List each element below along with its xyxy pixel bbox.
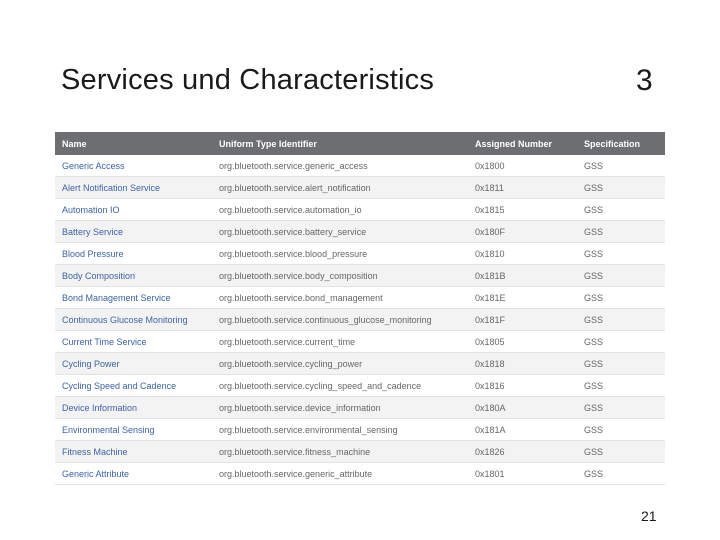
cell-name[interactable]: Device Information — [55, 397, 212, 419]
table-row — [55, 155, 665, 177]
cell-specification[interactable]: GSS — [577, 309, 665, 331]
table-row — [55, 353, 665, 375]
cell-specification[interactable]: GSS — [577, 441, 665, 463]
cell-assigned-number: 0x1816 — [468, 375, 577, 397]
cell-assigned-number: 0x181F — [468, 309, 577, 331]
cell-uti: org.bluetooth.service.alert_notification — [212, 177, 468, 199]
cell-specification[interactable]: GSS — [577, 397, 665, 419]
cell-uti: org.bluetooth.service.environmental_sensing — [212, 419, 468, 441]
header-name[interactable]: Name — [55, 132, 212, 155]
cell-name[interactable]: Battery Service — [55, 221, 212, 243]
cell-assigned-number: 0x1800 — [468, 155, 577, 177]
table-row — [55, 463, 665, 485]
cell-assigned-number: 0x181E — [468, 287, 577, 309]
header-specification[interactable]: Specification — [577, 132, 665, 155]
cell-name[interactable]: Current Time Service — [55, 331, 212, 353]
table-row — [55, 419, 665, 441]
table-row — [55, 397, 665, 419]
cell-assigned-number: 0x1805 — [468, 331, 577, 353]
cell-specification[interactable]: GSS — [577, 243, 665, 265]
table-row — [55, 265, 665, 287]
cell-uti: org.bluetooth.service.battery_service — [212, 221, 468, 243]
table-header-row — [55, 132, 665, 155]
header-assigned-number[interactable]: Assigned Number — [468, 132, 577, 155]
cell-uti: org.bluetooth.service.device_information — [212, 397, 468, 419]
table-row — [55, 199, 665, 221]
cell-assigned-number: 0x181A — [468, 419, 577, 441]
section-number: 3 — [636, 64, 653, 97]
cell-specification[interactable]: GSS — [577, 177, 665, 199]
cell-specification[interactable]: GSS — [577, 221, 665, 243]
table-row — [55, 287, 665, 309]
cell-uti: org.bluetooth.service.blood_pressure — [212, 243, 468, 265]
cell-uti: org.bluetooth.service.cycling_power — [212, 353, 468, 375]
cell-specification[interactable]: GSS — [577, 353, 665, 375]
table-row — [55, 375, 665, 397]
cell-name[interactable]: Continuous Glucose Monitoring — [55, 309, 212, 331]
cell-uti: org.bluetooth.service.body_composition — [212, 265, 468, 287]
cell-name[interactable]: Environmental Sensing — [55, 419, 212, 441]
cell-name[interactable]: Body Composition — [55, 265, 212, 287]
cell-assigned-number: 0x181B — [468, 265, 577, 287]
cell-specification[interactable]: GSS — [577, 265, 665, 287]
cell-assigned-number: 0x1811 — [468, 177, 577, 199]
page-number: 21 — [641, 508, 657, 524]
cell-assigned-number: 0x180F — [468, 221, 577, 243]
cell-name[interactable]: Fitness Machine — [55, 441, 212, 463]
cell-assigned-number: 0x1818 — [468, 353, 577, 375]
table-row — [55, 221, 665, 243]
cell-name[interactable]: Cycling Power — [55, 353, 212, 375]
cell-uti: org.bluetooth.service.generic_attribute — [212, 463, 468, 485]
cell-uti: org.bluetooth.service.current_time — [212, 331, 468, 353]
services-table — [55, 132, 665, 485]
table-row — [55, 177, 665, 199]
cell-name[interactable]: Cycling Speed and Cadence — [55, 375, 212, 397]
table-body — [55, 155, 665, 485]
table-row — [55, 331, 665, 353]
cell-specification[interactable]: GSS — [577, 419, 665, 441]
cell-specification[interactable]: GSS — [577, 155, 665, 177]
cell-assigned-number: 0x1826 — [468, 441, 577, 463]
cell-specification[interactable]: GSS — [577, 287, 665, 309]
header-uti[interactable]: Uniform Type Identifier — [212, 132, 468, 155]
cell-uti: org.bluetooth.service.cycling_speed_and_cadence — [212, 375, 468, 397]
table-row — [55, 243, 665, 265]
cell-uti: org.bluetooth.service.fitness_machine — [212, 441, 468, 463]
cell-uti: org.bluetooth.service.generic_access — [212, 155, 468, 177]
table-row — [55, 309, 665, 331]
cell-specification[interactable]: GSS — [577, 331, 665, 353]
cell-name[interactable]: Alert Notification Service — [55, 177, 212, 199]
cell-specification[interactable]: GSS — [577, 463, 665, 485]
cell-specification[interactable]: GSS — [577, 375, 665, 397]
cell-name[interactable]: Generic Attribute — [55, 463, 212, 485]
slide-title: Services und Characteristics — [61, 64, 435, 96]
cell-name[interactable]: Bond Management Service — [55, 287, 212, 309]
cell-name[interactable]: Automation IO — [55, 199, 212, 221]
cell-assigned-number: 0x1810 — [468, 243, 577, 265]
cell-assigned-number: 0x180A — [468, 397, 577, 419]
cell-uti: org.bluetooth.service.bond_management — [212, 287, 468, 309]
cell-assigned-number: 0x1801 — [468, 463, 577, 485]
cell-uti: org.bluetooth.service.continuous_glucose_monitoring — [212, 309, 468, 331]
cell-name[interactable]: Blood Pressure — [55, 243, 212, 265]
table-row — [55, 441, 665, 463]
cell-assigned-number: 0x1815 — [468, 199, 577, 221]
cell-uti: org.bluetooth.service.automation_io — [212, 199, 468, 221]
cell-specification[interactable]: GSS — [577, 199, 665, 221]
cell-name[interactable]: Generic Access — [55, 155, 212, 177]
